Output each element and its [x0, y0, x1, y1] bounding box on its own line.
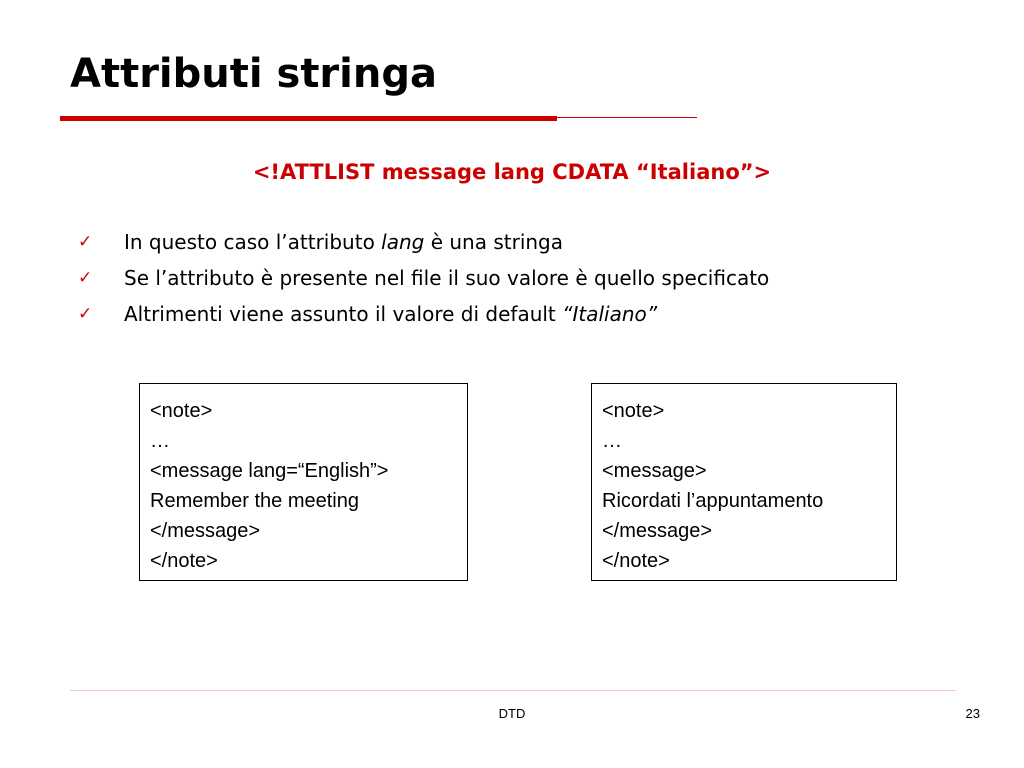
- bullet-text-emphasis: “Italiano”: [562, 302, 658, 326]
- code-line: </note>: [150, 550, 218, 572]
- code-line: …: [602, 430, 622, 452]
- bullet-text-emphasis: lang: [381, 230, 425, 254]
- code-line: Ricordati l’appuntamento: [602, 490, 824, 512]
- bullet-text: [124, 298, 657, 330]
- code-line: <note>: [602, 400, 665, 422]
- title-underline-thick: [60, 116, 557, 121]
- code-line: Remember the meeting: [150, 490, 359, 512]
- bullet-text-before: Se l’attributo è presente nel file il suo valore è quello specificato: [124, 266, 770, 290]
- bullet-text: [124, 226, 563, 258]
- bullet-text-before: In questo caso l’attributo: [124, 230, 382, 254]
- bullet-list: [78, 226, 1008, 334]
- bullet-item: [78, 262, 1008, 298]
- attlist-declaration: <!ATTLIST message lang CDATA “Italiano”>: [252, 160, 772, 184]
- bullet-text: [124, 262, 769, 294]
- bullet-text-before: Altrimenti viene assunto il valore di default: [124, 302, 563, 326]
- check-icon: ✓: [78, 232, 93, 252]
- check-icon: ✓: [78, 268, 93, 288]
- slide-title: Attributi stringa: [70, 51, 437, 97]
- code-line: </note>: [602, 550, 670, 572]
- footer-divider: [70, 690, 956, 691]
- page-number: 23: [965, 706, 980, 721]
- code-line: <message>: [602, 460, 707, 482]
- example-box-english: [139, 383, 468, 581]
- code-line: </message>: [150, 520, 261, 542]
- code-line: </message>: [602, 520, 713, 542]
- check-icon: ✓: [78, 304, 93, 324]
- code-line: <message lang=“English”>: [150, 460, 389, 482]
- code-line: <note>: [150, 400, 213, 422]
- bullet-item: [78, 226, 1008, 262]
- code-line: …: [150, 430, 170, 452]
- bullet-text-after: è una stringa: [424, 230, 564, 254]
- footer-label: DTD: [498, 706, 526, 721]
- title-underline-thin: [557, 117, 697, 118]
- example-box-default: [591, 383, 897, 581]
- bullet-item: [78, 298, 1008, 334]
